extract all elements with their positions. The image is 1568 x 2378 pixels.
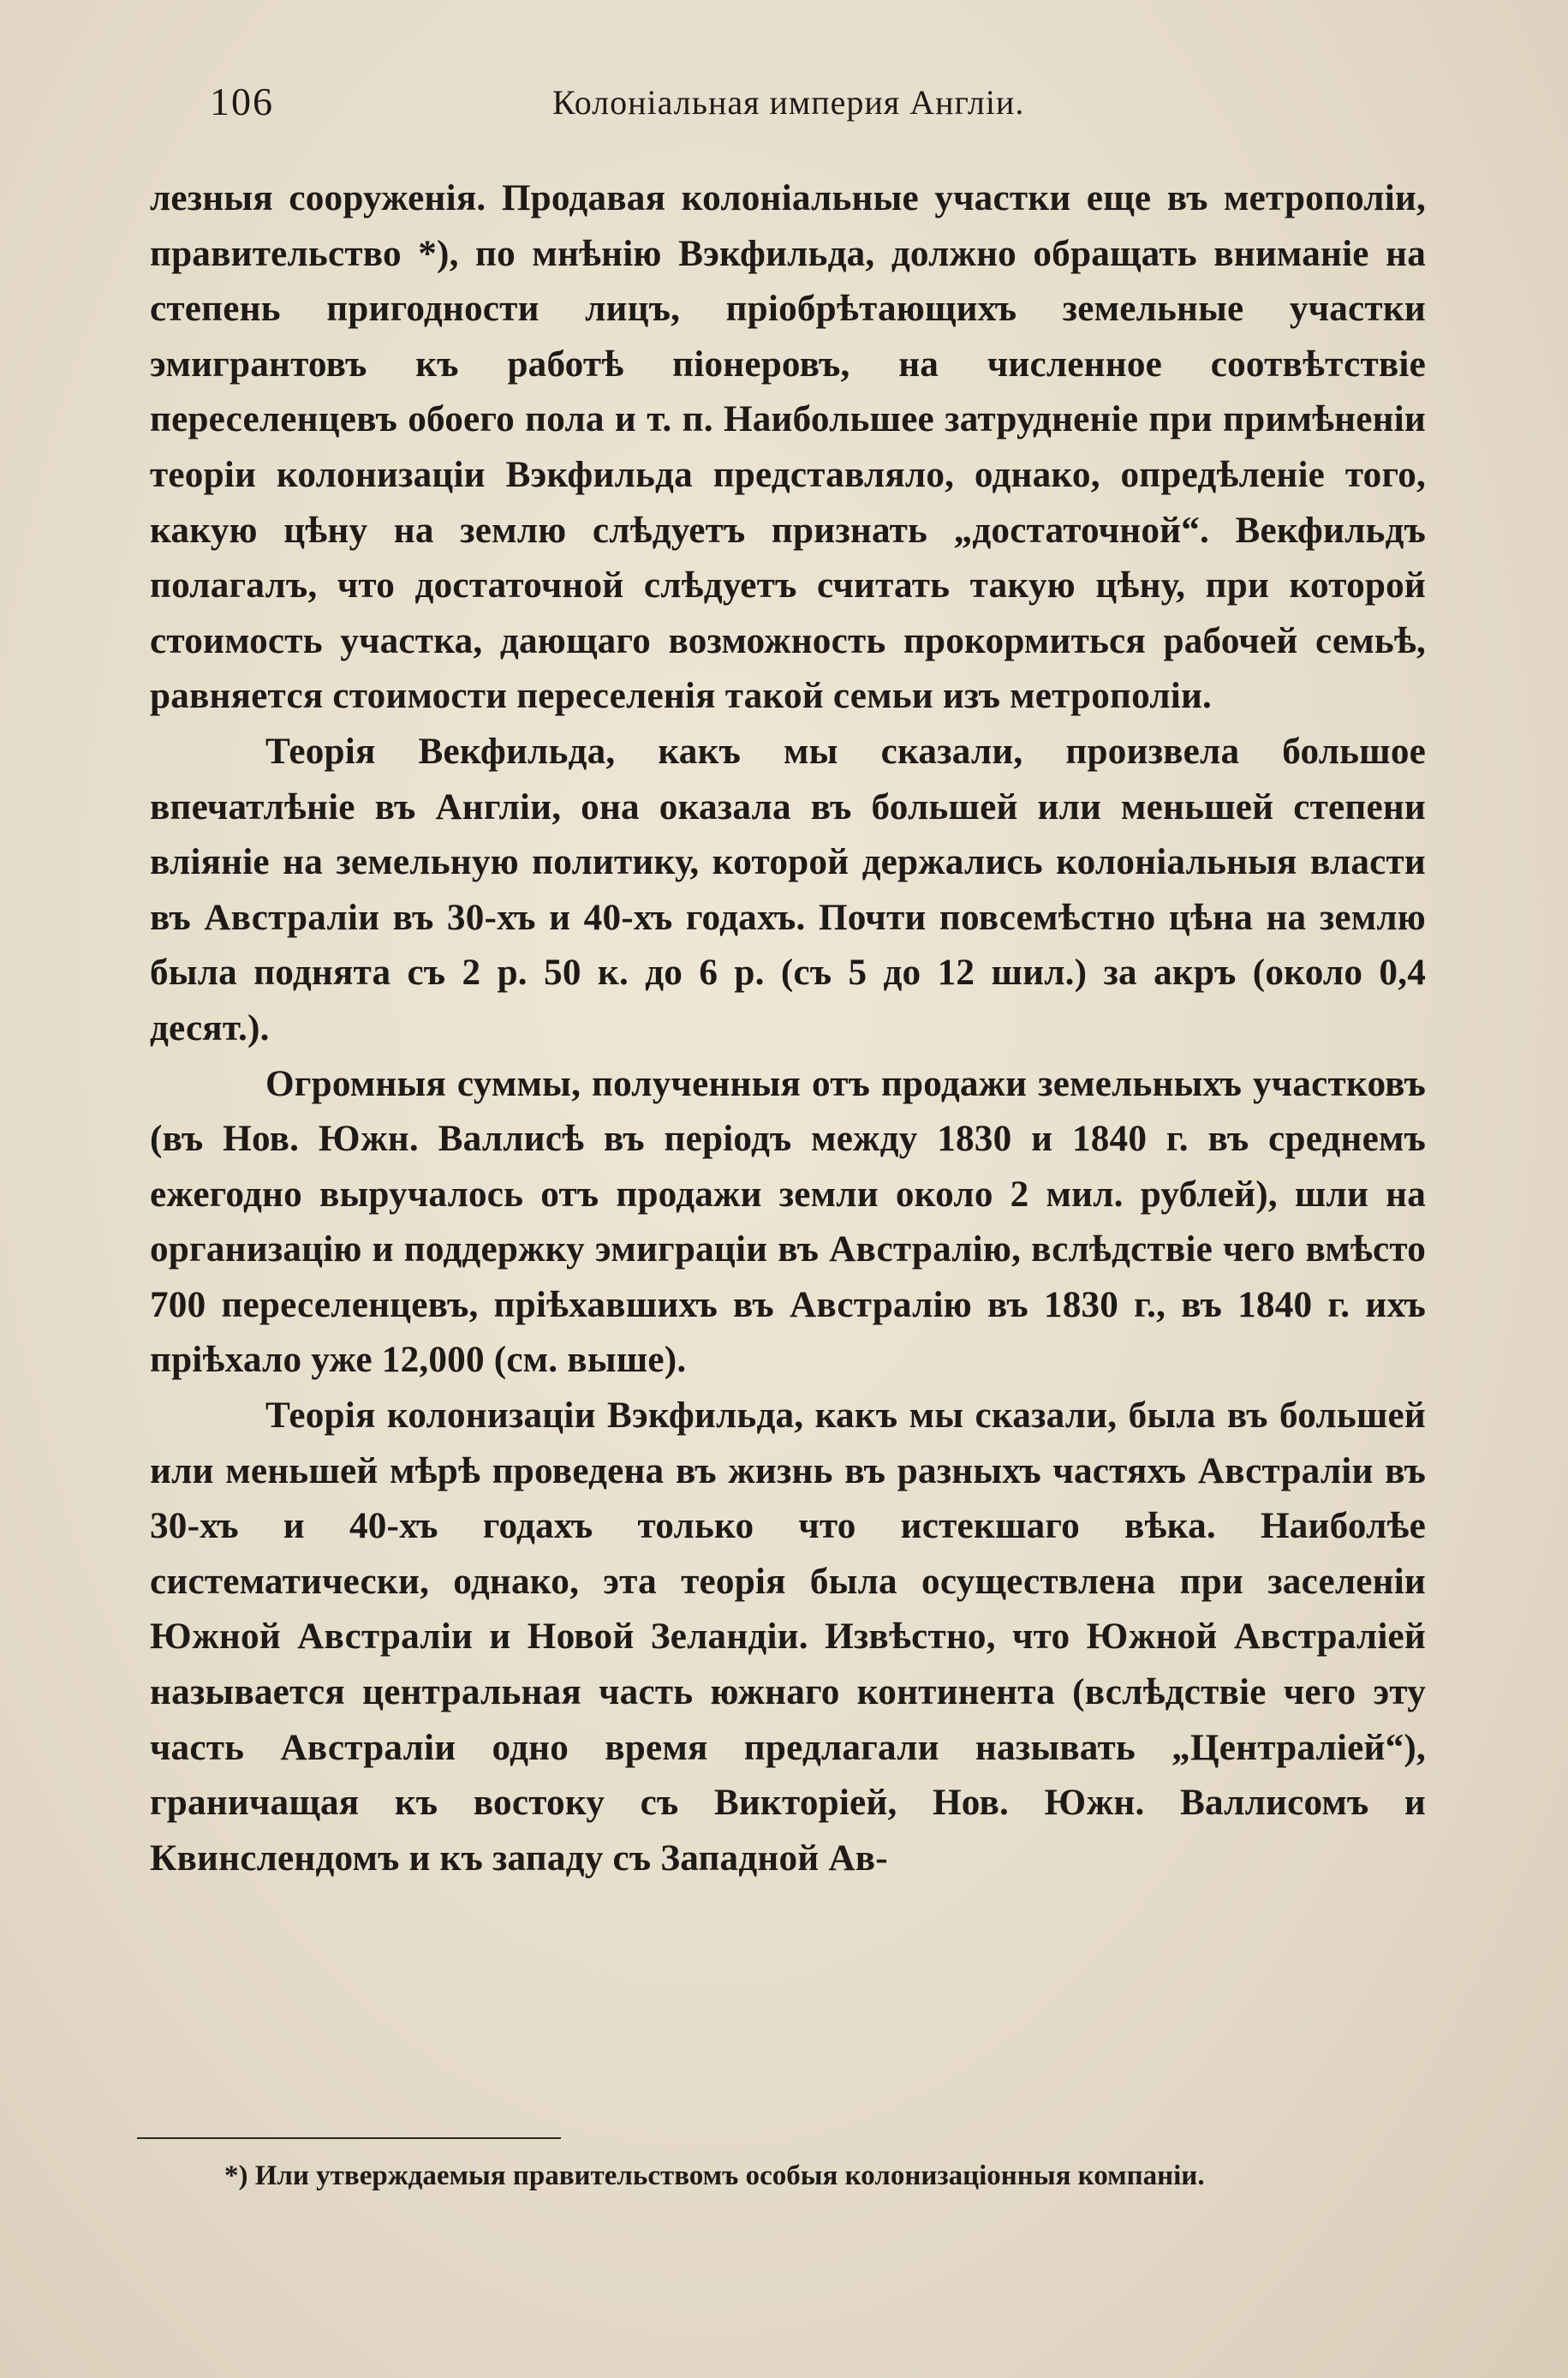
page-number: 106 [210,80,274,123]
footnote: *) Или утверждаемыя правительствомъ особыя колонизацiонныя компанiи. [224,2160,1205,2191]
paragraph-continued: лезныя сооруженiя. Продавая колонiальные участки еще въ метрополiи, правительство *), по мнѣнiю Вэкфильда, должно обращать вниманiе на степень пригодности лицъ, прiобрѣтающихъ земельные участки эмигрантовъ къ работѣ пiонеровъ, на численное соотвѣтствiе переселенцевъ обоего пола и т. п. Наибольшее затрудненiе при примѣненiи теорiи колонизацiи Вэкфильда представляло, однако, опредѣленiе того, какую цѣну на землю слѣдуетъ признать „достаточной“. Векфильдъ полагалъ, что достаточной слѣдуетъ считать такую цѣну, при которой стоимость участка, дающаго возможность прокормиться рабочей семьѣ, равняется стоимости переселенiя такой семьи изъ метрополiи. [150,178,1426,717]
running-head [193,79,1443,130]
paragraph: Огромныя суммы, полученныя отъ продажи земельныхъ участковъ (въ Нов. Южн. Валлисѣ въ перiодъ между 1830 и 1840 г. въ среднемъ ежегодно выручалось отъ продажи земли около 2 мил. рублей), шли на организацiю и поддержку эмиграцiи въ Австралiю, вслѣдствiе чего вмѣсто 700 переселенцевъ, прiѣхавшихъ въ Австралiю въ 1830 г., въ 1840 г. ихъ прiѣхало уже 12,000 (см. выше). [150,1063,1426,1381]
running-title: Колонiальная империя Англiи. [552,83,1025,122]
paragraph: Теорiя колонизацiи Вэкфильда, какъ мы сказали, была въ большей или меньшей мѣрѣ проведена въ жизнь въ разныхъ частяхъ Австралiи въ 30-хъ и 40-хъ годахъ только что истекшаго вѣка. Наиболѣе систематически, однако, эта теорiя была осуществлена при заселенiи Южной Австралiи и Новой Зеландiи. Извѣстно, что Южной Австралiей называется центральная часть южнаго континента (вслѣдствiе чего эту часть Австралiи одно время предлагали называть „Централiей“), граничащая къ востоку съ Викторiей, Нов. Южн. Валлисомъ и Квинслендомъ и къ западу съ Западной Ав- [150,1395,1426,1879]
paragraph: Теорiя Векфильда, какъ мы сказали, произвела большое впечатлѣнiе въ Англiи, она оказала въ большей или меньшей степени влiянiе на земельную политику, которой держались колонiальныя власти въ Австралiи въ 30-хъ и 40-хъ годахъ. Почти повсемѣстно цѣна на землю была поднята съ 2 р. 50 к. до 6 р. (съ 5 до 12 шил.) за акръ (около 0,4 десят.). [150,731,1426,1049]
footnote-divider [137,2137,561,2139]
body-text [150,171,1426,1886]
